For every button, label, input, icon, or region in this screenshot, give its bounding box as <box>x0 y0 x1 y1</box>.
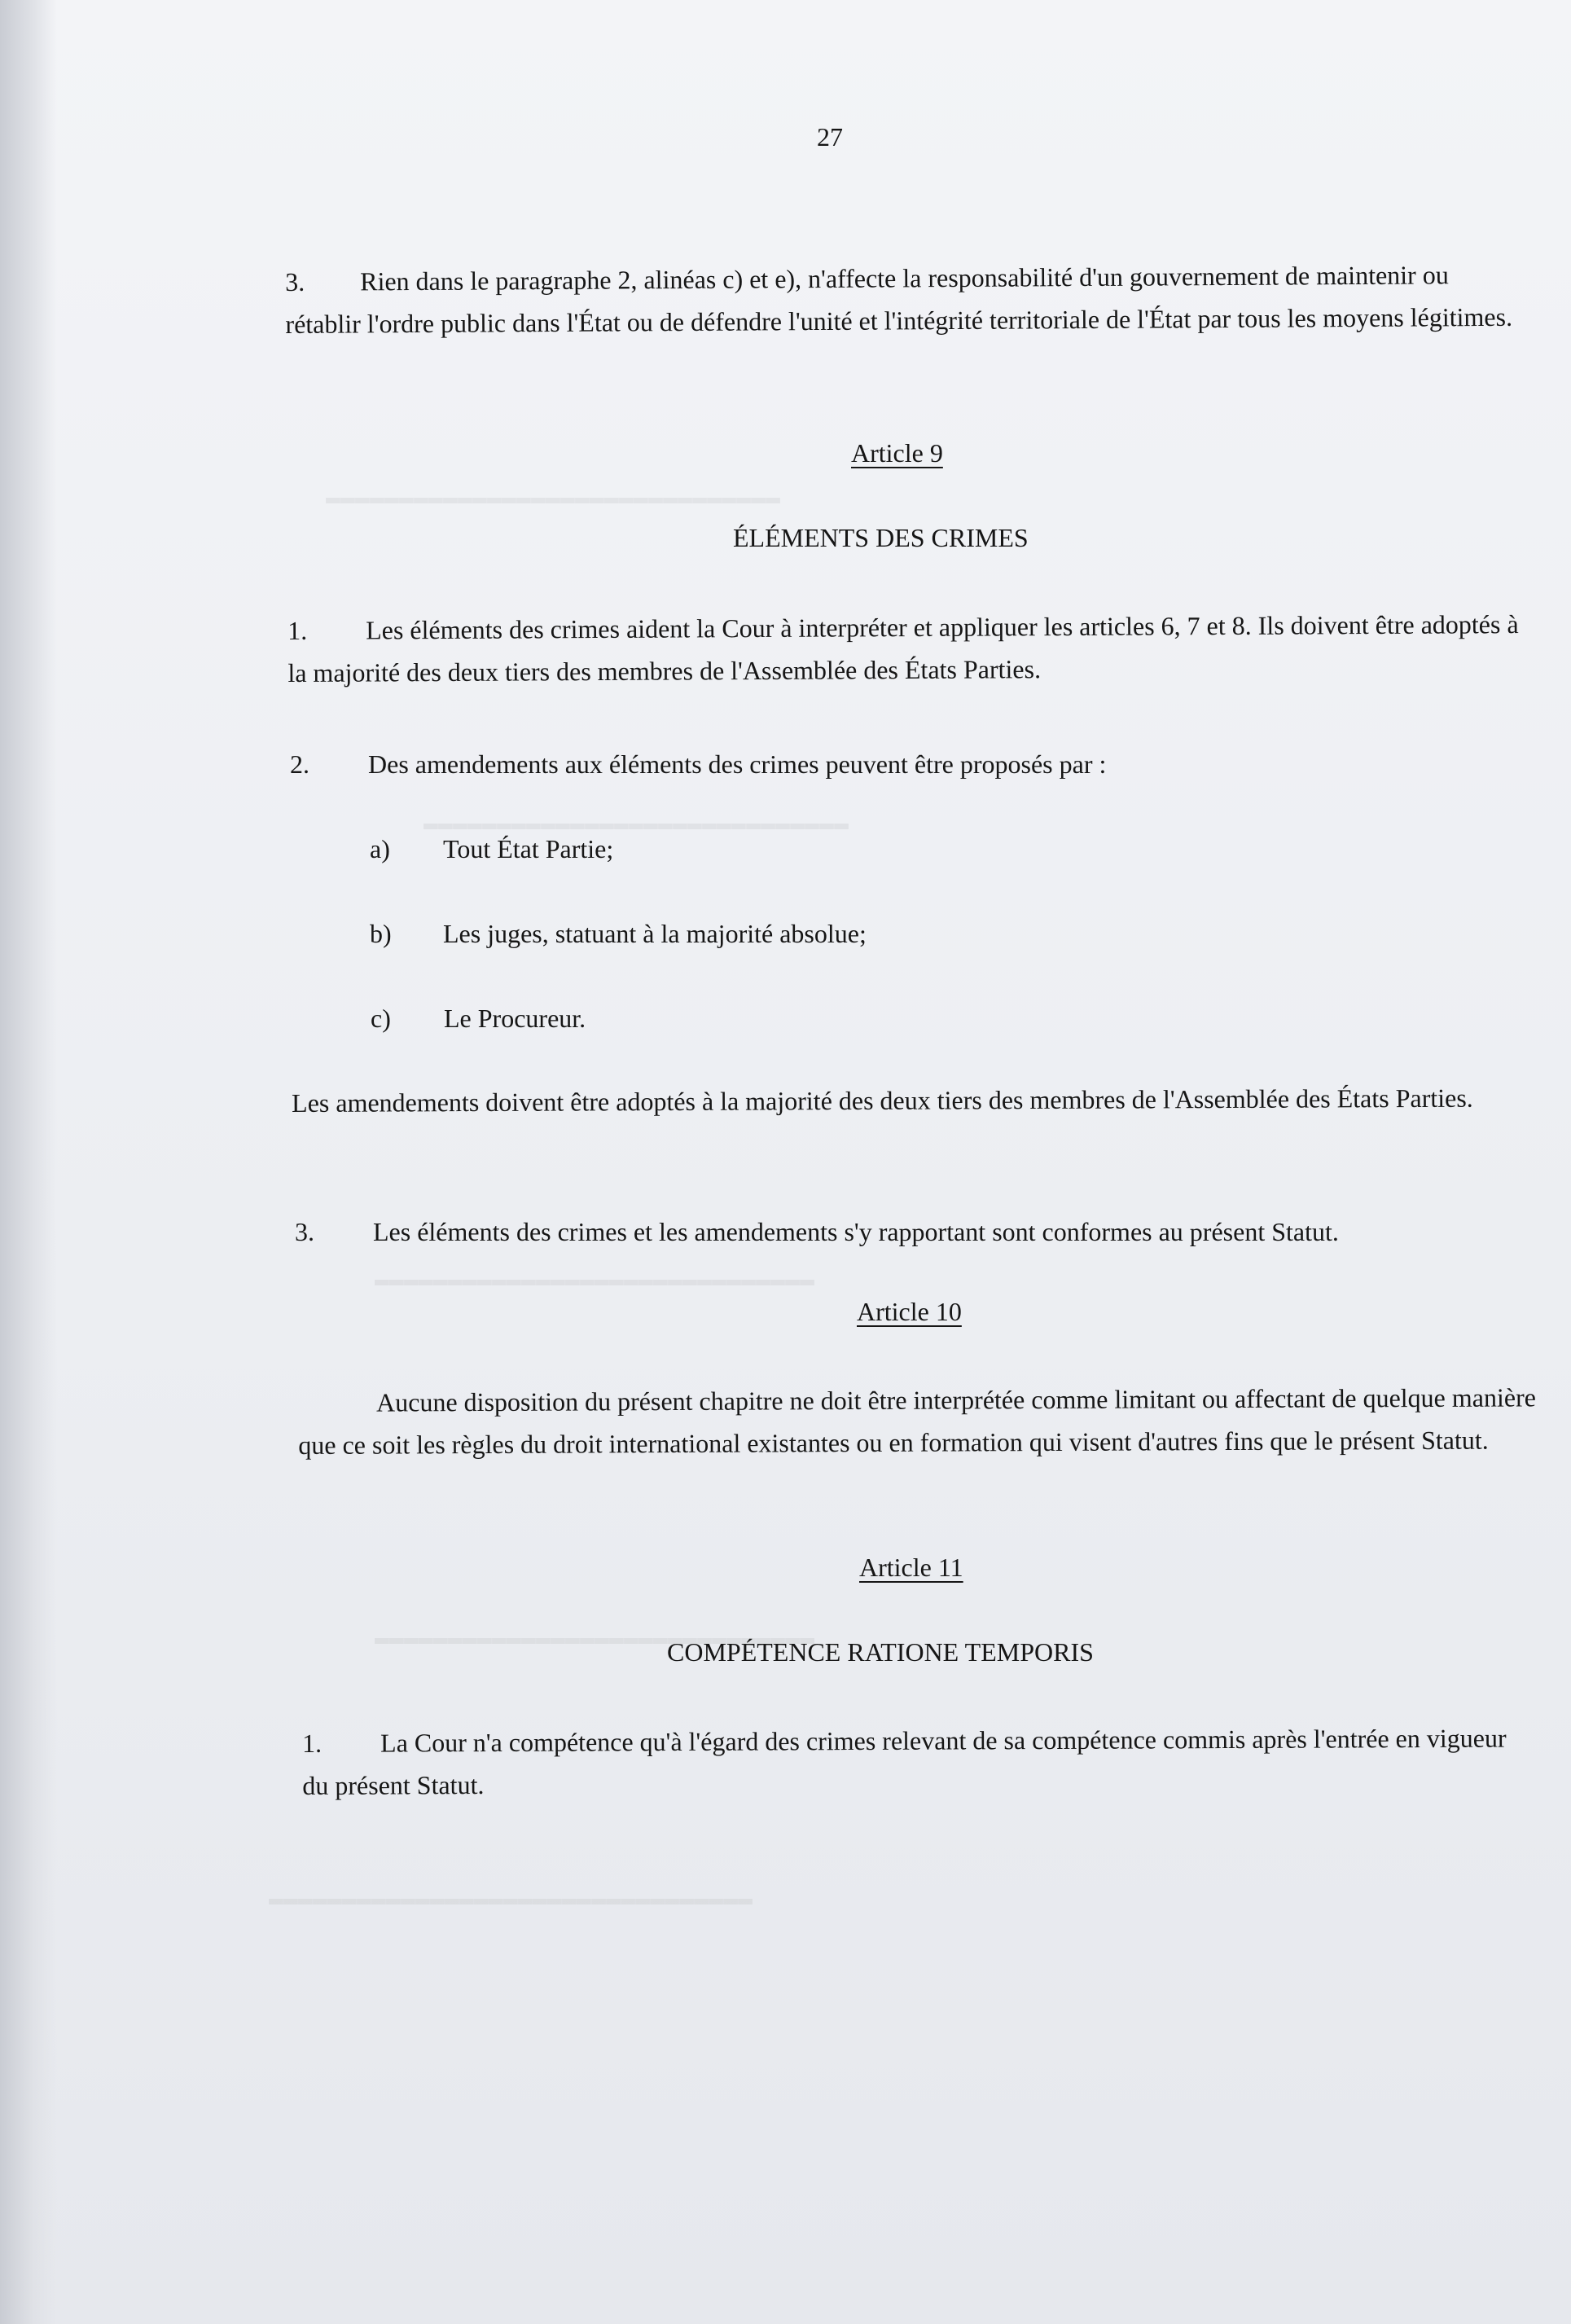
paragraph-text: La Cour n'a compétence qu'à l'égard des crimes relevant de sa compétence commis après l'entrée en vigueur du présent Statut. <box>302 1723 1507 1800</box>
list-marker: b) <box>370 919 392 948</box>
article8-paragraph-3 <box>285 253 1524 345</box>
list-item-text: Les juges, statuant à la majorité absolue; <box>443 919 867 948</box>
list-item <box>370 828 613 870</box>
article-11-title: COMPÉTENCE RATIONE TEMPORIS <box>667 1637 1094 1667</box>
article9-paragraph-2 <box>290 743 1528 785</box>
paragraph-number: 1. <box>302 1728 323 1758</box>
article11-paragraph-1 <box>302 1716 1516 1807</box>
article-9-title: ÉLÉMENTS DES CRIMES <box>733 523 1029 552</box>
list-item-text: Tout État Partie; <box>443 834 614 863</box>
article-10-heading: Article 10 <box>857 1297 962 1326</box>
article9-paragraph-3 <box>295 1210 1541 1253</box>
list-marker: a) <box>370 834 390 863</box>
article9-amendments-text: Les amendements doivent être adoptés à la majorité des deux tiers des membres de l'Assemblée des États Parties. <box>292 1083 1473 1118</box>
paragraph-number: 3. <box>295 1217 314 1246</box>
bleed-through-shadow: ▬▬▬▬▬▬▬▬▬▬▬▬▬▬▬▬▬▬▬▬▬▬▬▬▬▬▬▬▬▬▬ ▬▬▬▬▬▬▬▬▬▬▬▬▬▬▬▬▬▬▬▬▬▬▬▬▬▬▬▬▬ ▬▬▬▬▬▬▬▬▬▬▬▬▬▬▬▬▬▬▬▬▬▬▬▬▬▬▬▬▬▬ ▬▬▬▬▬▬▬▬▬▬▬▬▬▬▬▬▬▬▬▬▬▬▬▬▬▬▬▬▬▬ ▬▬▬▬▬▬▬▬▬▬▬▬▬▬▬▬▬▬▬▬▬▬▬▬▬▬▬▬▬▬▬▬▬ <box>269 489 849 1918</box>
paragraph-text: Des amendements aux éléments des crimes peuvent être proposés par : <box>368 749 1107 779</box>
list-item <box>370 912 867 955</box>
paragraph-number: 2. <box>290 749 309 779</box>
paragraph-number: 1. <box>287 615 308 645</box>
article10-text <box>298 1376 1544 1466</box>
article-9-heading: Article 9 <box>851 438 943 468</box>
article9-paragraph-1 <box>287 603 1526 694</box>
paragraph-text: Les éléments des crimes aident la Cour à interpréter et appliquer les articles 6, 7 et 8. Ils doivent être adoptés à la majorité des deux tiers des membres de l'Assemblée des États Parties. <box>287 609 1519 688</box>
paragraph-text: Rien dans le paragraphe 2, alinéas c) et e), n'affecte la responsabilité d'un gouvernement de maintenir ou rétablir l'ordre public dans l'État ou de défendre l'unité et l'intégrité territoriale de l'État par tous les moyens légitimes. <box>285 260 1513 339</box>
article-11-heading: Article 11 <box>859 1553 963 1582</box>
list-item-text: Le Procureur. <box>444 1004 586 1033</box>
paragraph-text: Aucune disposition du présent chapitre ne doit être interprétée comme limitant ou affectant de quelque manière que ce soit les règles du droit international existantes ou en formation qui visent d'autres fins que le présent Statut. <box>298 1382 1536 1460</box>
paragraph-text: Les éléments des crimes et les amendements s'y rapportant sont conformes au présent Statut. <box>373 1217 1339 1246</box>
paragraph-number: 3. <box>285 266 305 297</box>
list-marker: c) <box>371 1004 391 1033</box>
binding-shadow <box>0 0 57 2324</box>
list-item <box>371 997 586 1039</box>
page-number: 27 <box>817 122 843 152</box>
